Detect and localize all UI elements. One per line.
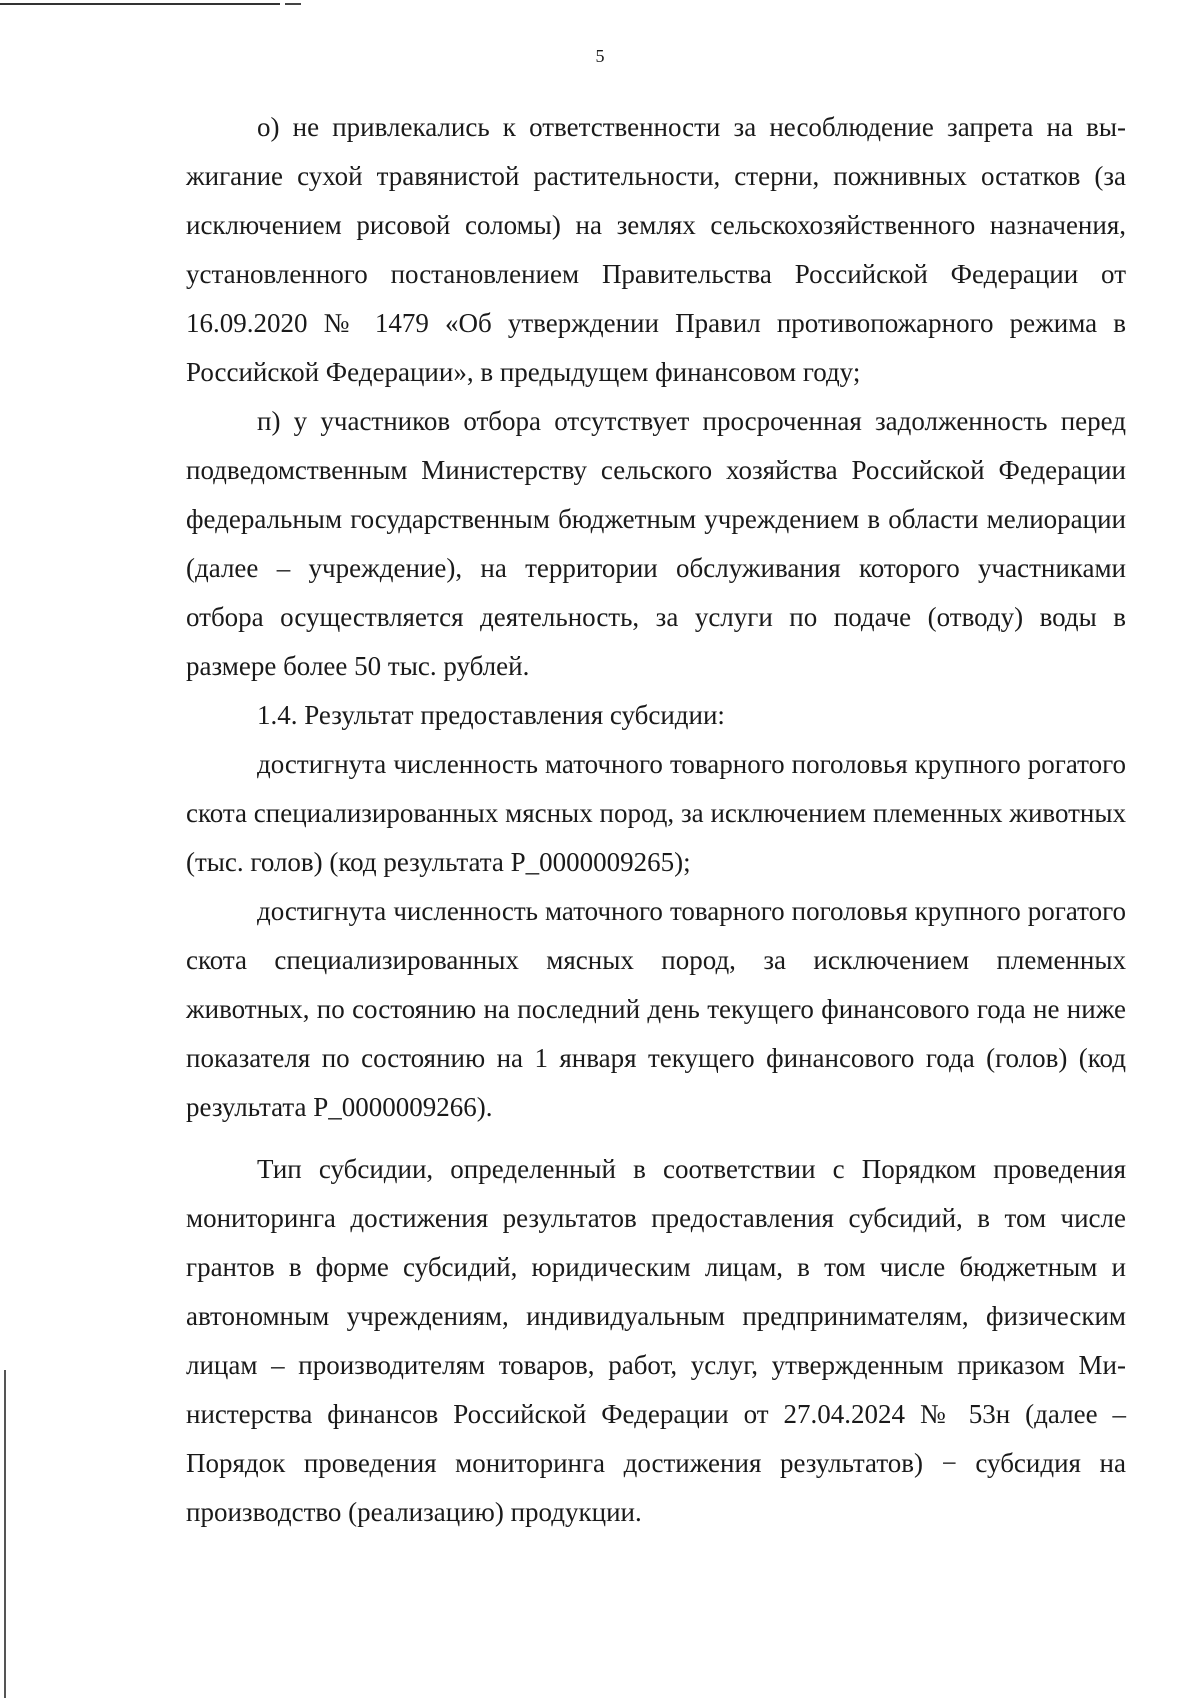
scan-artifact-left-edge	[4, 1370, 6, 1698]
paragraph-item-p: п) у участников отбора отсутствует просроченная задолженность перед подведомственным Министерству сельского хозяйства Российской Федерации федеральным государственным бюджетным учреждением в области мелиорации (далее – учреждение), на территории обслуживания которого участниками отбора осуществляется деятельность, за услуги по подаче (отводу) воды в размере более 50 тыс. рублей.	[186, 406, 1126, 681]
subsidy-type-paragraph: Тип субсидии, определенный в соответствии с Порядком проведения мониторинга достижения результатов предоставления субсидий, в том числе грантов в форме субсидий, юридическим лицам, в том числе бюджетным и автономным учреждениям, индивидуальным предпринимателям, физическим лицам – производителям товаров, работ, услуг, утвержденным приказом Министерства финансов Российской Федерации от 27.04.2024 № 53н (далее – Порядок проведения мониторинга достижения результатов) − субсидия на производство (реализацию) продукции.	[186, 1154, 1126, 1527]
scan-artifact-top-mark	[285, 3, 301, 5]
section-heading-1-4: 1.4. Результат предоставления субсидии:	[257, 700, 725, 730]
document-body	[186, 103, 1126, 1537]
scan-artifact-top-line	[0, 3, 280, 5]
result-item-1: достигнута численность маточного товарного поголовья крупного рогатого скота специализированных мясных пород, за исключением племенных животных (тыс. голов) (код результата Р_0000009265);	[186, 749, 1126, 877]
page-number: 5	[595, 46, 605, 66]
paragraph-item-o: о) не привлекались к ответственности за несоблюдение запрета на выжигание сухой травянистой растительности, стерни, пожнивных остатков (за исключением рисовой соломы) на землях сельскохозяйственного назначения, установленного постановлением Правительства Российской Федерации от 16.09.2020 № 1479 «Об утверждении Правил противопожарного режима в Российской Федерации», в предыдущем финансовом году;	[186, 112, 1126, 387]
result-item-2: достигнута численность маточного товарного поголовья крупного рогатого скота специализированных мясных пород, за исключением племенных животных, по состоянию на последний день текущего финансового года не ниже показателя по состоянию на 1 января текущего финансового года (голов) (код результата Р_0000009266).	[186, 896, 1126, 1122]
